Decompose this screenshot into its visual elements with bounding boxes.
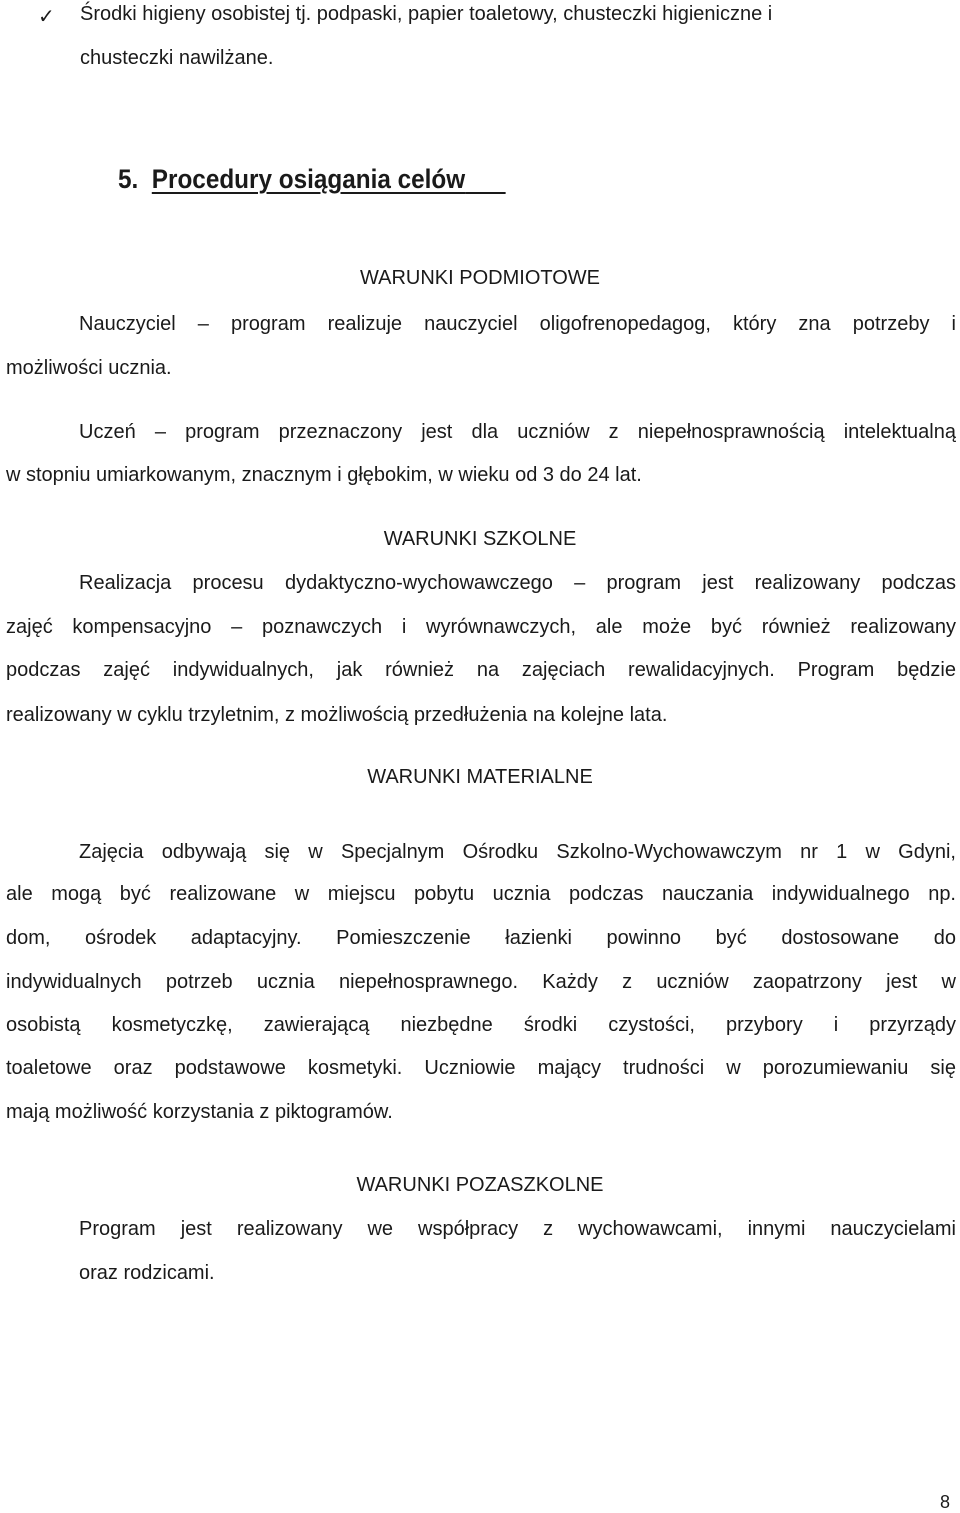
paragraph-line: Nauczyciel – program realizuje nauczyciel oligofrenopedagog, który zna potrzeby i xyxy=(79,313,956,335)
bullet-item-line: Środki higieny osobistej tj. podpaski, papier toaletowy, chusteczki higieniczne i xyxy=(80,3,773,25)
paragraph-line: toaletowe oraz podstawowe kosmetyki. Uczniowie mający trudności w porozumiewaniu się xyxy=(6,1057,956,1079)
checkmark-icon: ✓ xyxy=(38,4,55,28)
paragraph-line: możliwości ucznia. xyxy=(6,357,172,379)
paragraph-line: Realizacja procesu dydaktyczno-wychowawczego – program jest realizowany podczas xyxy=(79,572,956,594)
section-number: 5. xyxy=(118,164,139,194)
paragraph-line: mają możliwość korzystania z piktogramów. xyxy=(6,1101,393,1123)
bullet-item-line: chusteczki nawilżane. xyxy=(80,47,274,69)
paragraph-line: dom, ośrodek adaptacyjny. Pomieszczenie łazienki powinno być dostosowane do xyxy=(6,927,956,949)
paragraph-line: zajęć kompensacyjno – poznawczych i wyrównawczych, ale może być również realizowany xyxy=(6,616,956,638)
paragraph-line: Zajęcia odbywają się w Specjalnym Ośrodku Szkolno-Wychowawczym nr 1 w Gdyni, xyxy=(79,841,956,863)
subheading-podmiotowe: WARUNKI PODMIOTOWE xyxy=(360,267,600,289)
paragraph-line: ale mogą być realizowane w miejscu pobytu ucznia podczas nauczania indywidualnego np. xyxy=(6,883,956,905)
paragraph-line: Uczeń – program przeznaczony jest dla uczniów z niepełnosprawnością intelektualną xyxy=(79,421,956,443)
subheading-szkolne: WARUNKI SZKOLNE xyxy=(383,528,577,550)
paragraph-line: osobistą kosmetyczkę, zawierającą niezbędne środki czystości, przybory i przyrządy xyxy=(6,1014,956,1036)
section-heading xyxy=(118,166,506,193)
section-title: Procedury osiągania celów xyxy=(151,164,466,194)
paragraph-line: realizowany w cyklu trzyletnim, z możliwością przedłużenia na kolejne lata. xyxy=(6,704,668,726)
paragraph-line: oraz rodzicami. xyxy=(79,1262,215,1284)
paragraph-line: indywidualnych potrzeb ucznia niepełnosprawnego. Każdy z uczniów zaopatrzony jest w xyxy=(6,971,956,993)
paragraph-line: w stopniu umiarkowanym, znacznym i głębokim, w wieku od 3 do 24 lat. xyxy=(6,464,642,486)
subheading-pozaszkolne: WARUNKI POZASZKOLNE xyxy=(356,1174,604,1196)
paragraph-line: podczas zajęć indywidualnych, jak również na zajęciach rewalidacyjnych. Program będzie xyxy=(6,659,956,681)
paragraph-line: Program jest realizowany we współpracy z wychowawcami, innymi nauczycielami xyxy=(79,1218,956,1240)
page-number: 8 xyxy=(940,1492,951,1512)
subheading-materialne: WARUNKI MATERIALNE xyxy=(367,766,593,788)
